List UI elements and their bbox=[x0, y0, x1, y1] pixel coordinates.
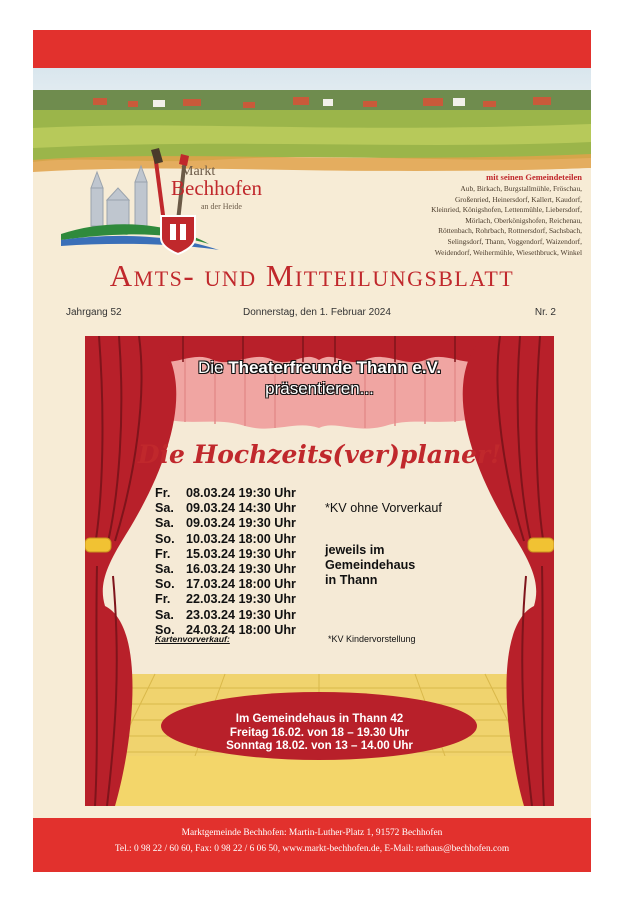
performance-schedule bbox=[155, 486, 296, 638]
schedule-day: Fr. bbox=[155, 486, 171, 500]
schedule-datetime: 08.03.24 19:30 Uhr bbox=[186, 486, 296, 500]
schedule-row bbox=[155, 532, 296, 547]
schedule-day: Fr. bbox=[155, 546, 171, 561]
schedule-row bbox=[155, 501, 296, 516]
districts-title: mit seinen Gemeindeteilen bbox=[486, 172, 582, 182]
schedule-datetime: 09.03.24 14:30 Uhr bbox=[186, 501, 296, 516]
schedule-datetime: 23.03.24 19:30 Uhr bbox=[186, 607, 296, 622]
districts-line: Aub, Birkach, Burgstallmühle, Fröschau, bbox=[460, 184, 582, 193]
schedule-datetime: 15.03.24 19:30 Uhr bbox=[186, 546, 296, 561]
schedule-datetime: 22.03.24 19:30 Uhr bbox=[186, 592, 296, 607]
schedule-row bbox=[155, 516, 296, 531]
issue-volume: Jahrgang 52 bbox=[66, 307, 122, 318]
kv-note: *KV ohne Vorverkauf bbox=[325, 501, 442, 515]
logo-subtitle: an der Heide bbox=[201, 202, 242, 211]
schedule-day: So. bbox=[155, 577, 175, 592]
venue-note bbox=[325, 543, 465, 589]
play-title: Die Hochzeits(ver)planer! bbox=[137, 440, 502, 469]
schedule-row bbox=[155, 608, 296, 623]
footer-band bbox=[33, 818, 591, 872]
masthead-title: Amts- und Mitteilungsblatt bbox=[109, 258, 515, 293]
schedule-day: Sa. bbox=[155, 607, 174, 622]
presale-label: Kartenvorverkauf: bbox=[155, 634, 230, 644]
schedule-datetime: 10.03.24 18:00 Uhr bbox=[186, 531, 296, 546]
districts-line: Großenried, Heinersdorf, Kallert, Kaudorf, bbox=[454, 194, 582, 204]
presale-line: Sonntag 18.02. von 13 – 14.00 Uhr bbox=[226, 739, 413, 753]
venue-line: Gemeindehaus bbox=[325, 558, 416, 573]
logo-town-name: Bechhofen bbox=[171, 176, 262, 200]
schedule-datetime: 17.03.24 18:00 Uhr bbox=[186, 577, 296, 592]
schedule-day: Sa. bbox=[155, 562, 174, 577]
kv-legend: *KV Kindervorstellung bbox=[328, 634, 416, 644]
presale-info bbox=[85, 712, 554, 753]
logo-markt-label: Markt bbox=[181, 164, 216, 179]
footer-address: Marktgemeinde Bechhofen: Martin-Luther-Platz 1, 91572 Bechhofen bbox=[181, 828, 443, 838]
schedule-row bbox=[155, 562, 296, 577]
districts-line: Selingsdorf, Thann, Voggendorf, Waizendorf, bbox=[447, 236, 582, 246]
schedule-day: So. bbox=[155, 622, 175, 637]
venue-line: in Thann bbox=[325, 573, 378, 588]
schedule-datetime: 16.03.24 19:30 Uhr bbox=[186, 562, 296, 577]
districts-line: Weidendorf, Weihermühle, Wiesethbruck, Winkel bbox=[434, 247, 582, 257]
schedule-day: Fr. bbox=[155, 592, 171, 607]
presenter-prefix: Die bbox=[197, 358, 224, 377]
schedule-datetime: 24.03.24 18:00 Uhr bbox=[186, 622, 296, 637]
top-red-band bbox=[33, 30, 591, 68]
schedule-row bbox=[155, 486, 296, 501]
districts-line: Mörlach, Oberkönigshofen, Reichenau, bbox=[465, 215, 582, 225]
schedule-row bbox=[155, 577, 296, 592]
issue-date: Donnerstag, den 1. Februar 2024 bbox=[243, 307, 391, 318]
schedule-day: Sa. bbox=[155, 501, 174, 516]
districts-line: Röttenbach, Rohrbach, Rottnersdorf, Sachsbach, bbox=[438, 226, 582, 236]
schedule-day: So. bbox=[155, 531, 175, 546]
presale-line: Freitag 16.02. von 18 – 19.30 Uhr bbox=[229, 725, 410, 739]
districts-list bbox=[352, 170, 582, 258]
issue-number: Nr. 2 bbox=[534, 307, 556, 318]
footer-contact: Tel.: 0 98 22 / 60 60, Fax: 0 98 22 / 6 06 50, www.markt-bechhofen.de, E-Mail: rathaus@bechhofen.com bbox=[114, 844, 510, 854]
districts-line: Kleinried, Königshofen, Lettenmühle, Liebersdorf, bbox=[431, 205, 582, 215]
schedule-day: Sa. bbox=[155, 516, 174, 531]
venue-line: jeweils im bbox=[325, 543, 385, 557]
schedule-row bbox=[155, 547, 296, 562]
presenter-suffix: präsentieren... bbox=[265, 379, 374, 398]
presenter-line bbox=[85, 358, 554, 378]
presenter-name: Theaterfreunde Thann e.V. bbox=[228, 358, 442, 377]
newsletter-page bbox=[33, 30, 591, 872]
schedule-row bbox=[155, 592, 296, 607]
presale-line: Im Gemeindehaus in Thann 42 bbox=[235, 712, 404, 725]
schedule-datetime: 09.03.24 19:30 Uhr bbox=[186, 516, 296, 531]
theater-poster bbox=[85, 336, 554, 806]
